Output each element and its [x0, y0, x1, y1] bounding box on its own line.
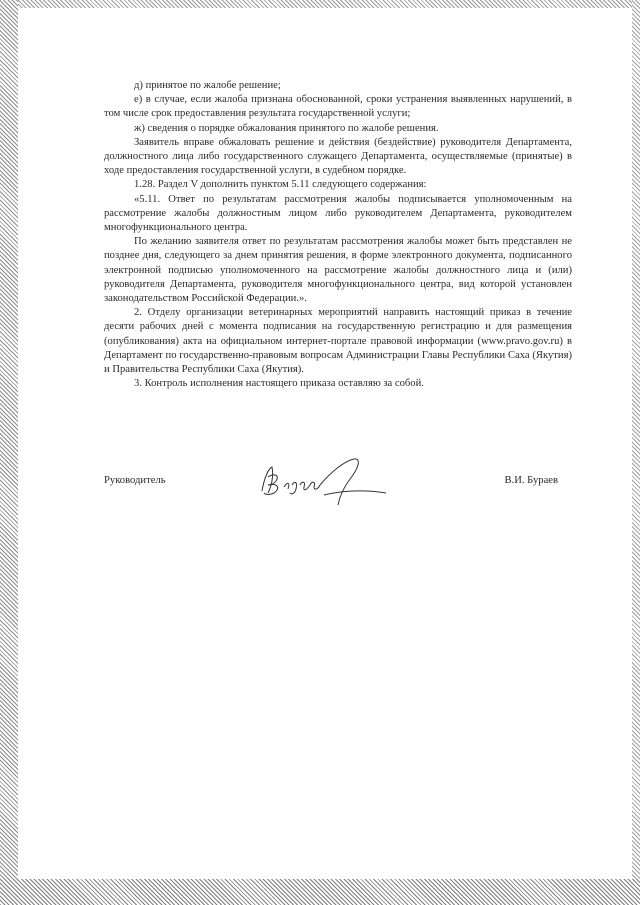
- scan-border-right: [632, 0, 640, 905]
- scan-border-bottom: [0, 879, 640, 905]
- paragraph-d: д) принятое по жалобе решение;: [134, 80, 281, 91]
- signature-block: [104, 455, 572, 515]
- paragraph-2: 2. Отделу организации ветеринарных мероприятий направить настоящий приказ в течение десяти рабочих дней с момента подписания на государственную регистрацию и для размещения (опубликования) акта на официальном интернет-портале правовой информации (www.pravo.gov.ru) в Департамент по государственно-правовым вопросам Администрации Главы Республики Саха (Якутия) и Правительства Республики Саха (Якутия).: [104, 307, 572, 376]
- signatory-title: Руководитель: [104, 475, 166, 486]
- paragraph-appeal: Заявитель вправе обжаловать решение и действия (бездействие) руководителя Департамента, должностного лица либо государственного служащего Департамента, осуществляемые (принятые) в ходе предоставления государственной услуги, в судебном порядке.: [104, 136, 572, 177]
- scan-border-left: [0, 0, 18, 905]
- paragraph-3: 3. Контроль исполнения настоящего приказа оставляю за собой.: [134, 378, 424, 390]
- paragraph-e: е) в случае, если жалоба признана обоснованной, сроки устранения выявленных нарушений, в том числе срок предоставления результата государственной услуги;: [104, 94, 572, 120]
- paragraph-zh: ж) сведения о порядке обжалования принятого по жалобе решения.: [134, 122, 439, 134]
- document-body: [104, 79, 572, 391]
- paragraph-1-28: 1.28. Раздел V дополнить пунктом 5.11 следующего содержания:: [134, 179, 427, 191]
- scan-border-top: [0, 0, 640, 8]
- paragraph-5-11: «5.11. Ответ по результатам рассмотрения жалобы подписывается уполномоченным на рассмотрение жалобы должностным лицом либо руководителем Департамента, руководителем многофункционального центра.: [104, 193, 572, 234]
- handwritten-signature: [254, 455, 394, 510]
- paragraph-electronic-answer: По желанию заявителя ответ по результатам рассмотрения жалобы может быть представлен не позднее дня, следующего за днем принятия решения, в форме электронного документа, подписанного электронной подписью уполномоченного на рассмотрение жалобы должностного лица и (или) руководителя Департамента, руководителя многофункционального центра, вид которой установлен законодательством Российской Федерации.».: [104, 236, 572, 305]
- signatory-name: В.И. Бураев: [504, 475, 558, 486]
